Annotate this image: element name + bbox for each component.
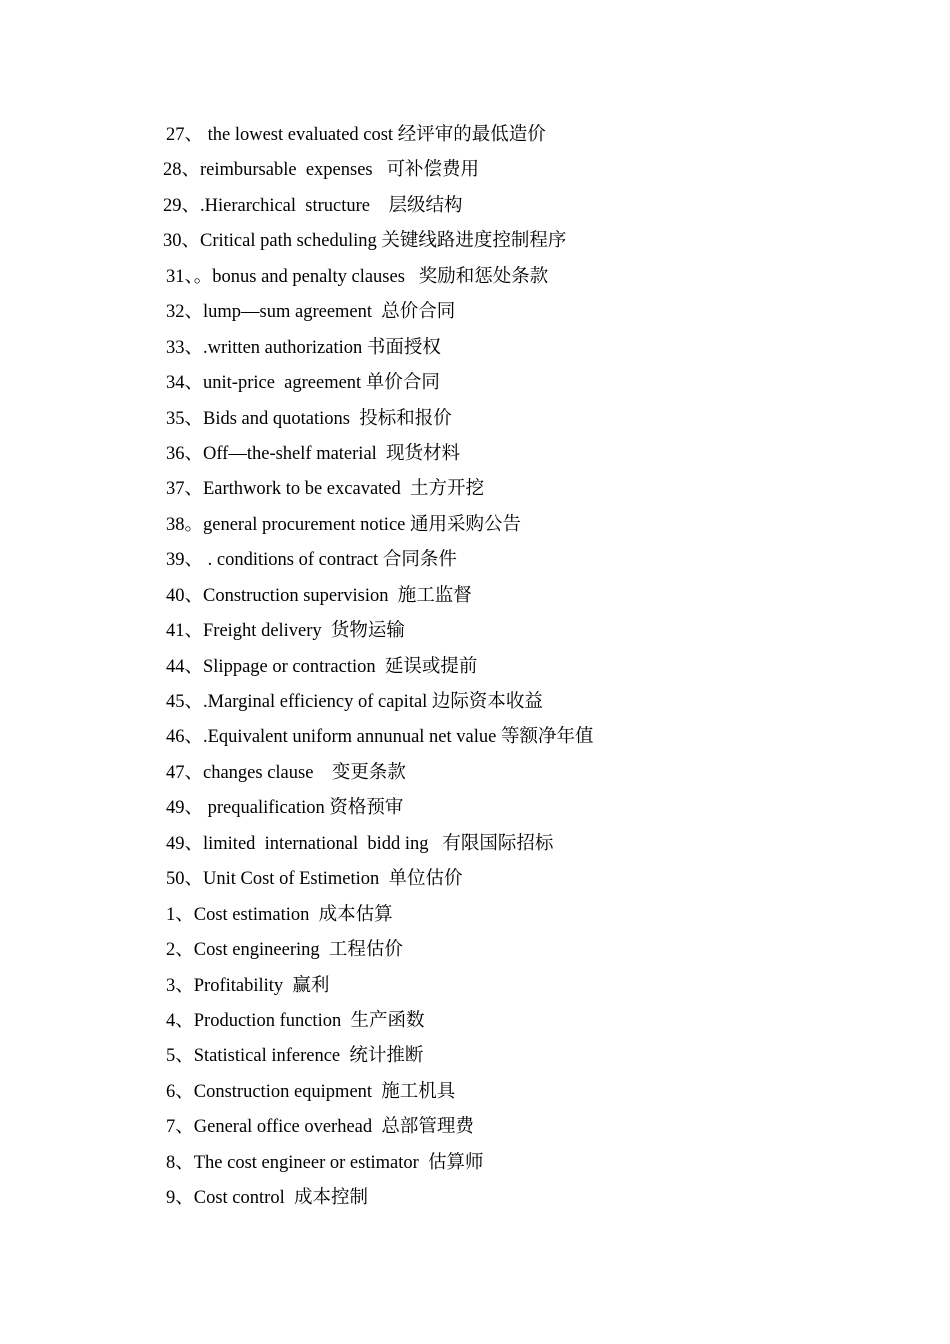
term-text: 38。general procurement notice 通用采购公告	[166, 514, 521, 535]
glossary-list	[0, 118, 950, 1217]
term-text: 45、.Marginal efficiency of capital 边际资本收益	[166, 692, 543, 712]
list-item	[0, 1075, 950, 1110]
term-text: 5、Statistical inference 统计推断	[166, 1046, 424, 1067]
list-item	[0, 508, 950, 543]
list-item	[0, 118, 950, 153]
term-text: 34、unit-price agreement 单价合同	[166, 373, 440, 394]
term-text: 49、 prequalification 资格预审	[166, 798, 404, 819]
list-item	[0, 650, 950, 685]
term-text: 28、reimbursable expenses 可补偿费用	[163, 160, 479, 181]
term-text: 40、Construction supervision 施工监督	[166, 585, 472, 606]
list-item	[0, 969, 950, 1004]
term-text: 50、Unit Cost of Estimetion 单位估价	[166, 869, 463, 890]
term-text: 36、Off—the-shelf material 现货材料	[166, 443, 461, 464]
term-text: 41、Freight delivery 货物运输	[166, 621, 405, 642]
term-text: 31、。bonus and penalty clauses 奖励和惩处条款	[166, 266, 549, 287]
list-item	[0, 543, 950, 578]
list-item	[0, 756, 950, 791]
list-item	[0, 1110, 950, 1145]
list-item	[0, 1146, 950, 1181]
list-item	[0, 720, 950, 755]
list-item	[0, 1004, 950, 1039]
list-item	[0, 295, 950, 330]
list-item	[0, 260, 950, 295]
term-text: 1、Cost estimation 成本估算	[166, 904, 393, 925]
term-text: 4、Production function 生产函数	[166, 1010, 425, 1031]
list-item	[0, 189, 950, 224]
term-text: 49、limited international bidd ing 有限国际招标	[166, 833, 554, 854]
list-item	[0, 685, 950, 720]
term-text: 44、Slippage or contraction 延误或提前	[166, 656, 478, 677]
term-text: 6、Construction equipment 施工机具	[166, 1081, 456, 1102]
term-text: 32、lump—sum agreement 总价合同	[166, 302, 456, 323]
term-text: 37、Earthwork to be excavated 土方开挖	[166, 479, 485, 500]
term-text: 3、Profitability 赢利	[166, 975, 330, 996]
list-item	[0, 933, 950, 968]
list-item	[0, 366, 950, 401]
list-item	[0, 1039, 950, 1074]
list-item	[0, 331, 950, 366]
term-text: 8、The cost engineer or estimator 估算师	[166, 1152, 484, 1173]
list-item	[0, 862, 950, 897]
term-text: 35、Bids and quotations 投标和报价	[166, 408, 452, 429]
term-text: 33、.written authorization 书面授权	[166, 337, 441, 358]
list-item	[0, 437, 950, 472]
list-item	[0, 472, 950, 507]
term-text: 47、changes clause 变更条款	[166, 762, 406, 783]
list-item	[0, 827, 950, 862]
term-text: 9、Cost control 成本控制	[166, 1188, 368, 1209]
term-text: 30、Critical path scheduling 关键线路进度控制程序	[163, 231, 567, 252]
list-item	[0, 614, 950, 649]
term-text: 46、.Equivalent uniform annunual net value 等额净年值	[166, 727, 594, 748]
list-item	[0, 153, 950, 188]
list-item	[0, 579, 950, 614]
list-item	[0, 402, 950, 437]
term-text: 39、 . conditions of contract 合同条件	[166, 550, 457, 571]
term-text: 29、.Hierarchical structure 层级结构	[163, 195, 463, 216]
term-text: 7、General office overhead 总部管理费	[166, 1117, 474, 1138]
list-item	[0, 1181, 950, 1216]
term-text: 2、Cost engineering 工程估价	[166, 940, 403, 961]
term-text: 27、 the lowest evaluated cost 经评审的最低造价	[166, 125, 546, 145]
list-item	[0, 898, 950, 933]
list-item	[0, 224, 950, 259]
list-item	[0, 791, 950, 826]
